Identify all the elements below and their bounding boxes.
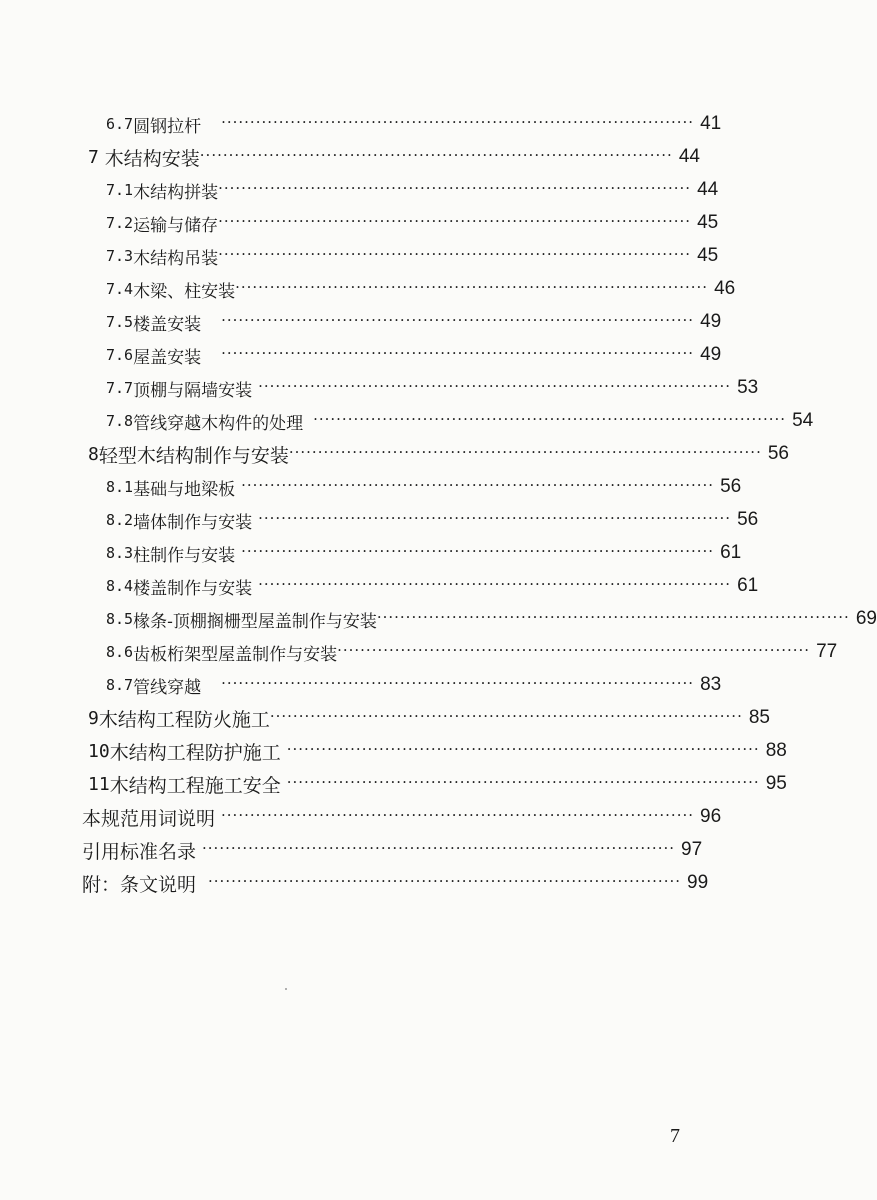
toc-entry-10[interactable]	[88, 735, 787, 767]
toc-entry-7-4[interactable]	[106, 273, 736, 305]
toc-leader-dots: ··················································································	[288, 443, 762, 461]
toc-page-number: 44	[697, 179, 719, 200]
toc-chapter-number: 9	[88, 707, 99, 729]
toc-page-number: 77	[816, 641, 838, 662]
toc-leader-dots: ··················································································	[221, 113, 695, 131]
toc-section-number: 8.3	[106, 544, 134, 562]
toc-entry-title: 圆钢拉杆	[133, 116, 202, 137]
toc-leader-dots: ··················································································	[235, 278, 709, 296]
toc-entry-8-3[interactable]	[106, 537, 742, 569]
toc-page-number: 99	[687, 872, 709, 893]
toc-entry-8[interactable]	[88, 438, 789, 470]
toc-leader-dots: ··················································································	[258, 509, 732, 527]
toc-entry-title: 基础与地梁板	[133, 479, 236, 500]
toc-page-number: 56	[767, 443, 789, 464]
toc-page-number: 83	[700, 674, 722, 695]
toc-leader-dots: ··················································································	[218, 212, 692, 230]
toc-entry-7-3[interactable]	[106, 240, 719, 272]
toc-section-number: 7.2	[106, 214, 134, 232]
toc-page-number: 46	[714, 278, 736, 299]
toc-leader-dots: ··················································································	[269, 707, 743, 725]
toc-entry-7-2[interactable]	[106, 207, 719, 239]
toc-entry-title: 楼盖制作与安装	[133, 578, 253, 599]
toc-section-number: 7.3	[106, 247, 134, 265]
toc-entry-referenced-standards[interactable]	[82, 834, 703, 866]
toc-entry-11[interactable]	[88, 768, 787, 800]
toc-entry-title: 木梁、柱安装	[133, 281, 236, 302]
toc-leader-dots: ··················································································	[202, 839, 675, 857]
toc-entry-title: 屋盖安装	[133, 347, 202, 368]
toc-page-number: 61	[737, 575, 759, 596]
toc-leader-dots: ··················································································	[258, 575, 732, 593]
toc-entry-terminology[interactable]	[82, 801, 722, 833]
toc-leader-dots: ··················································································	[221, 344, 695, 362]
toc-entry-title: 顶棚与隔墙安装	[133, 380, 253, 401]
toc-entry-title: 轻型木结构制作与安装	[98, 444, 289, 467]
toc-section-number: 8.6	[106, 643, 134, 661]
toc-entry-7-1[interactable]	[106, 174, 719, 206]
toc-page-number: 45	[697, 212, 719, 233]
toc-leader-dots: ··················································································	[313, 410, 787, 428]
toc-leader-dots: ··················································································	[241, 542, 715, 560]
toc-entry-title: 木结构工程施工安全	[109, 774, 281, 797]
toc-leader-dots: ··················································································	[337, 641, 811, 659]
toc-entry-8-7[interactable]	[106, 669, 722, 701]
toc-page-number: 56	[720, 476, 742, 497]
toc-entry-6-7[interactable]	[106, 108, 722, 140]
toc-page-number: 96	[700, 806, 722, 827]
toc-leader-dots: ··················································································	[241, 476, 715, 494]
toc-chapter-number: 7	[88, 146, 99, 168]
toc-entry-8-4[interactable]	[106, 570, 759, 602]
toc-leader-dots: ··················································································	[221, 311, 695, 329]
toc-page-number: 53	[737, 377, 759, 398]
toc-section-number: 6.7	[106, 115, 134, 133]
toc-entry-title: 墙体制作与安装	[133, 512, 253, 533]
toc-page-number: 56	[737, 509, 759, 530]
toc-leader-dots: ··················································································	[258, 377, 732, 395]
toc-page-number: 49	[700, 311, 722, 332]
toc-section-number: 7.8	[106, 412, 134, 430]
toc-entry-title: 本规范用词说明	[82, 807, 216, 830]
toc-entry-9[interactable]	[88, 702, 770, 734]
toc-page-number: 54	[792, 410, 814, 431]
toc-chapter-number: 11	[88, 773, 110, 795]
toc-entry-7-5[interactable]	[106, 306, 722, 338]
toc-entry-8-1[interactable]	[106, 471, 742, 503]
toc-chapter-number: 8	[88, 443, 99, 465]
toc-leader-dots: ··················································································	[208, 872, 681, 890]
toc-entry-title: 楼盖安装	[133, 314, 202, 335]
toc-page-number: 61	[720, 542, 742, 563]
toc-entry-7-8[interactable]	[106, 405, 814, 437]
toc-page-number: 69	[855, 608, 877, 629]
toc-page-number: 49	[700, 344, 722, 365]
toc-entry-title: 木结构工程防火施工	[98, 708, 270, 731]
toc-entry-title: 木结构拼装	[133, 182, 219, 203]
toc-section-number: 8.1	[106, 478, 134, 496]
toc-entry-7-6[interactable]	[106, 339, 722, 371]
toc-entry-title: 管线穿越	[133, 677, 202, 698]
toc-page-number: 95	[765, 773, 787, 794]
toc-leader-dots: ··················································································	[286, 773, 760, 791]
toc-entry-title: 柱制作与安装	[133, 545, 236, 566]
toc-section-number: 8.4	[106, 577, 134, 595]
toc-leader-dots: ··················································································	[286, 740, 760, 758]
toc-page-number: 85	[748, 707, 770, 728]
toc-section-number: 7.5	[106, 313, 134, 331]
page-number: 7	[670, 1125, 680, 1147]
toc-section-number: 8.2	[106, 511, 134, 529]
toc-section-number: 7.1	[106, 181, 134, 199]
paper-speck	[285, 988, 287, 990]
toc-leader-dots: ··················································································	[221, 674, 695, 692]
toc-page-number: 41	[700, 113, 722, 134]
toc-entry-7-7[interactable]	[106, 372, 759, 404]
toc-entry-clause-explanation[interactable]	[82, 867, 709, 899]
toc-entry-title: 管线穿越木构件的处理	[133, 413, 304, 434]
toc-page-number: 97	[681, 839, 703, 860]
toc-entry-7[interactable]	[88, 141, 700, 173]
toc-leader-dots: ··················································································	[221, 806, 694, 824]
toc-entry-8-6[interactable]	[106, 636, 838, 668]
toc-leader-dots: ··················································································	[218, 179, 692, 197]
toc-section-number: 7.6	[106, 346, 134, 364]
toc-section-number: 7.4	[106, 280, 134, 298]
toc-entry-title: 引用标准名录	[82, 840, 197, 863]
toc-chapter-number: 10	[88, 740, 110, 762]
toc-page-number: 45	[697, 245, 719, 266]
toc-leader-dots: ··················································································	[218, 245, 692, 263]
toc-leader-dots: ··················································································	[199, 146, 673, 164]
toc-section-number: 7.7	[106, 379, 134, 397]
toc-entry-title: 运输与储存	[133, 215, 219, 236]
toc-page-number: 88	[765, 740, 787, 761]
toc-page-number: 44	[678, 146, 700, 167]
toc-entry-8-5[interactable]	[106, 603, 877, 635]
toc-section-number: 8.7	[106, 676, 134, 694]
toc-entry-title: 木结构安装	[104, 147, 200, 170]
toc-entry-title: 椽条-顶棚搁栅型屋盖制作与安装	[133, 611, 377, 632]
toc-entry-title: 木结构吊装	[133, 248, 219, 269]
toc-leader-dots: ··················································································	[376, 608, 850, 626]
toc-section-number: 8.5	[106, 610, 134, 628]
toc-entry-title: 齿板桁架型屋盖制作与安装	[133, 644, 338, 665]
toc-entry-8-2[interactable]	[106, 504, 759, 536]
toc-entry-title: 木结构工程防护施工	[109, 741, 281, 764]
toc-entry-title: 附：条文说明	[82, 873, 197, 896]
